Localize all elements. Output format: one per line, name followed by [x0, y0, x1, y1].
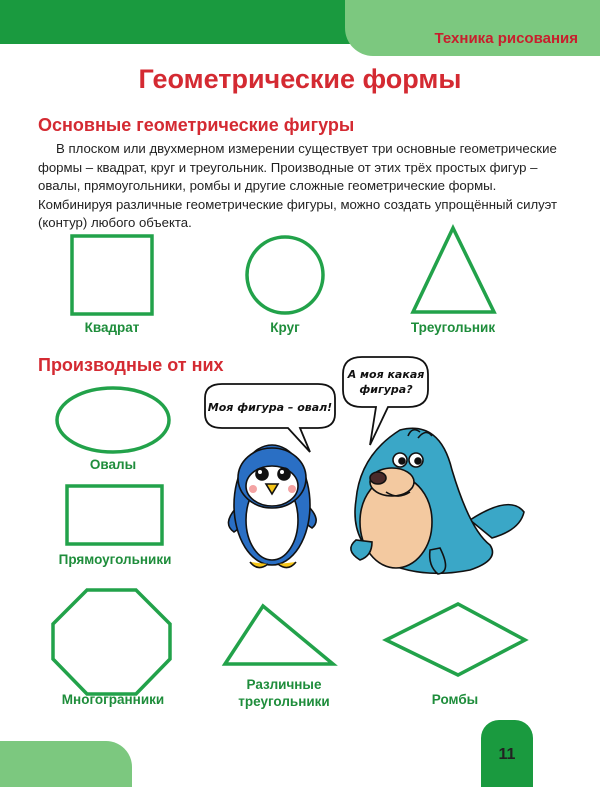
footer-tab [0, 741, 132, 787]
basic-shapes-heading: Основные геометрические фигуры [38, 115, 355, 135]
page-title: Геометрические формы [138, 64, 462, 94]
penguin-speech-bubble [205, 384, 335, 452]
oval-shape [57, 388, 169, 452]
square-shape [72, 236, 152, 314]
penguin-illustration [228, 445, 316, 568]
rectangles-label: Прямоугольники [58, 552, 172, 567]
rhombuses-label: Ромбы [431, 692, 479, 707]
triangles-label [222, 676, 346, 710]
rectangle-shape [67, 486, 162, 544]
page-number: 11 [498, 746, 516, 763]
triangle-label: Треугольник [410, 320, 496, 335]
scalene-triangle-shape [225, 606, 333, 664]
triangle-shape [413, 228, 494, 312]
section-title: Техника рисования [434, 30, 578, 47]
ovals-label: Овалы [89, 457, 137, 472]
octagon-shape [53, 590, 170, 694]
square-label: Квадрат [84, 320, 140, 335]
penguin-bubble-text: Моя фигура – овал! [207, 401, 333, 414]
rhombus-shape [386, 604, 525, 675]
triangles-label-line2: треугольники [238, 694, 330, 709]
seal-illustration [351, 428, 524, 574]
triangles-label-line1: Различные [246, 677, 322, 692]
polygons-label: Многогранники [61, 692, 165, 707]
seal-bubble-line1: А моя какая [347, 368, 425, 381]
circle-label: Круг [270, 320, 300, 335]
derived-shapes-heading: Производные от них [38, 355, 224, 375]
page-number-tab [481, 720, 533, 787]
circle-shape [247, 237, 323, 313]
intro-paragraph: В плоском или двухмерном измерении существует три основные геометрические формы – квадрат, круг и треугольник. Производные от этих трёх простых фигур – овалы, прямоугольники, ромбы и другие сложные геометрические формы. Комбинируя различные геометрические фигуры, можно создать упрощённый силуэт (контур) любого объекта. [38, 141, 558, 230]
seal-bubble-line2: фигура? [359, 383, 413, 396]
